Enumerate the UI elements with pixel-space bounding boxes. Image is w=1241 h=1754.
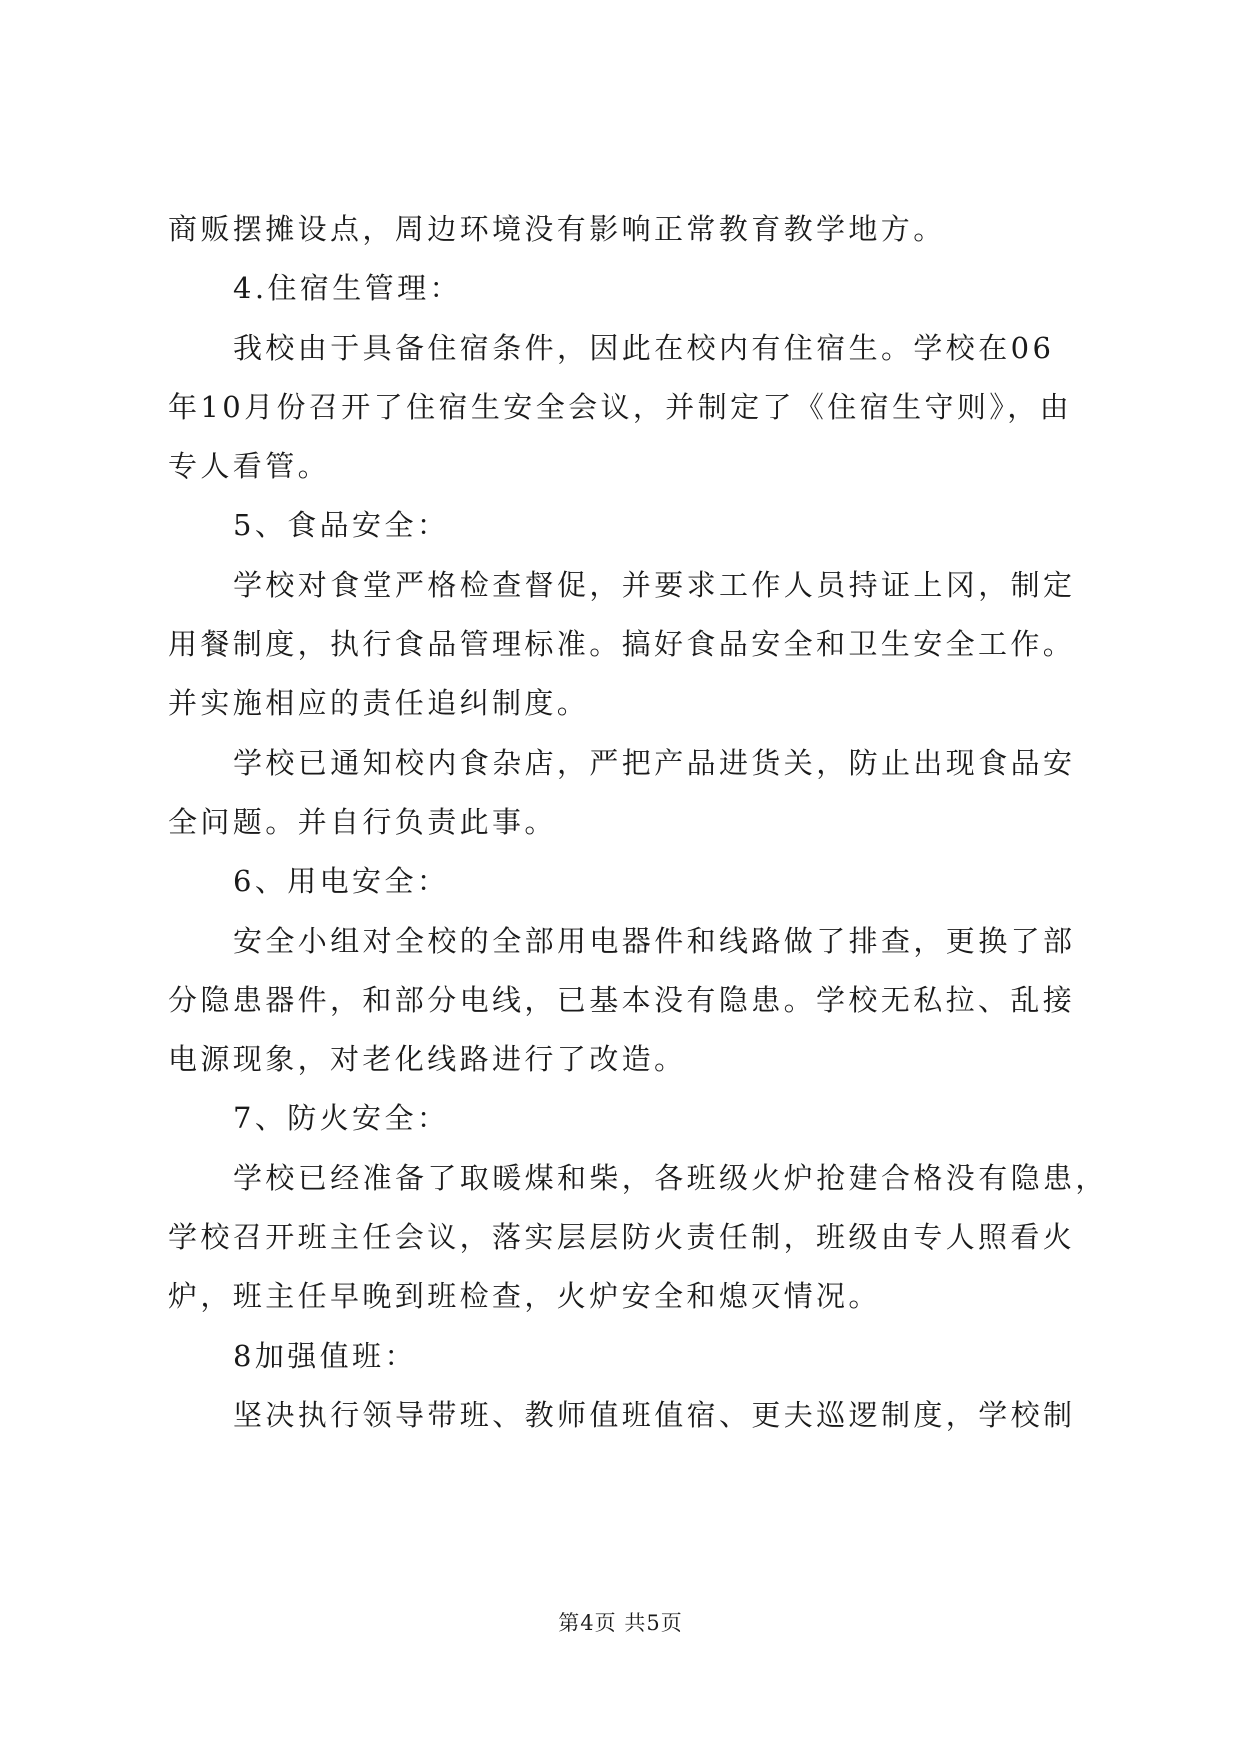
text-line: 商贩摆摊设点，周边环境没有影响正常教育教学地方。 [168, 212, 946, 246]
section-heading-7: 7、防火安全： [233, 1101, 450, 1136]
text-line: 安全小组对全校的全部用电器件和线路做了排查，更换了部 [233, 923, 1076, 958]
section-heading-5: 5、食品安全： [233, 508, 450, 543]
page-number-footer: 第4页 共5页 [558, 1611, 683, 1635]
section-heading-6: 6、用电安全： [233, 864, 450, 899]
text-line: 全问题。并自行负责此事。 [168, 804, 557, 839]
section-heading-8: 8加强值班： [233, 1338, 417, 1373]
text-line: 我校由于具备住宿条件，因此在校内有住宿生。学校在06 [233, 330, 1055, 365]
text-line: 用餐制度，执行食品管理标准。搞好食品安全和卫生安全工作。 [168, 627, 1076, 662]
text-line: 学校已经准备了取暖煤和柴，各班级火炉抢建合格没有隐患， [233, 1160, 1108, 1195]
text-line: 学校对食堂严格检查督促，并要求工作人员持证上冈，制定 [233, 567, 1076, 602]
text-line: 分隐患器件，和部分电线，已基本没有隐患。学校无私拉、乱接 [168, 982, 1076, 1017]
text-line: 年10月份召开了住宿生安全会议，并制定了《住宿生守则》，由 [168, 389, 1073, 424]
text-line: 并实施相应的责任追纠制度。 [168, 686, 590, 721]
text-line: 学校召开班主任会议，落实层层防火责任制，班级由专人照看火 [168, 1220, 1076, 1255]
text-line: 学校已通知校内食杂店，严把产品进货关，防止出现食品安 [233, 745, 1076, 780]
text-line: 电源现象，对老化线路进行了改造。 [168, 1042, 687, 1077]
text-line: 专人看管。 [168, 449, 331, 484]
document-body [168, 200, 1108, 1445]
text-line: 坚决执行领导带班、教师值班值宿、更夫巡逻制度，学校制 [233, 1397, 1076, 1432]
text-line: 炉，班主任早晚到班检查，火炉安全和熄灭情况。 [168, 1279, 881, 1314]
section-heading-4: 4.住宿生管理： [233, 271, 462, 306]
